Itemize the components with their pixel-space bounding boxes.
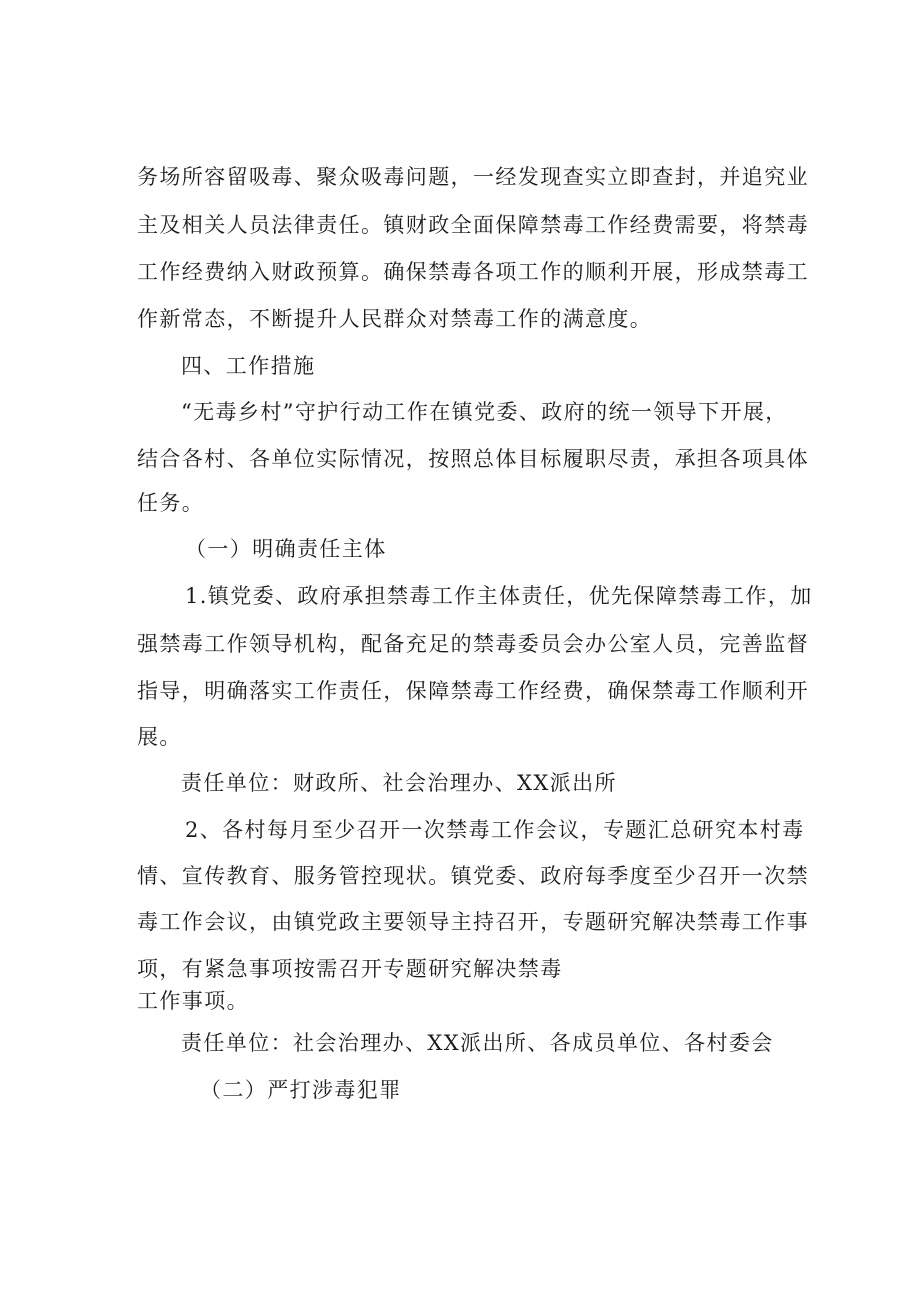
responsible-units: 责任单位：财政所、社会治理办、XX派出所 <box>181 771 617 795</box>
body-text-line: 工作经费纳入财政预算。确保禁毒各项工作的顺利开展，形成禁毒工 <box>137 260 809 284</box>
body-text-line: 情、宣传教育、服务管控现状。镇党委、政府每季度至少召开一次禁 <box>137 864 809 888</box>
body-text-line: 2、各村每月至少召开一次禁毒工作会议，专题汇总研究本村毒 <box>185 818 805 842</box>
body-text-line: 主及相关人员法律责任。镇财政全面保障禁毒工作经费需要，将禁毒 <box>137 213 809 237</box>
body-text-line: “无毒乡村”守护行动工作在镇党委、政府的统一领导下开展， <box>181 400 788 424</box>
body-text-line: 任务。 <box>137 491 205 515</box>
body-text-line: 项，有紧急事项按需召开专题研究解决禁毒 <box>137 957 563 981</box>
body-text-line: 务场所容留吸毒、聚众吸毒问题，一经发现查实立即查封，并追究业 <box>137 165 809 189</box>
body-text-line: 强禁毒工作领导机构，配备充足的禁毒委员会办公室人员，完善监督 <box>137 632 809 656</box>
section-heading: 四、工作措施 <box>181 354 316 378</box>
subsection-heading: （二）严打涉毒犯罪 <box>200 1078 402 1102</box>
body-text-line: 1.镇党委、政府承担禁毒工作主体责任，优先保障禁毒工作，加 <box>185 584 813 608</box>
body-text-line: 结合各村、各单位实际情况，按照总体目标履职尽责，承担各项具体 <box>137 447 809 471</box>
subsection-heading: （一）明确责任主体 <box>185 537 387 561</box>
body-text-line: 毒工作会议，由镇党政主要领导主持召开，专题研究解决禁毒工作事 <box>137 910 809 934</box>
responsible-units: 责任单位：社会治理办、XX派出所、各成员单位、各村委会 <box>181 1031 774 1055</box>
body-text-line: 指导，明确落实工作责任，保障禁毒工作经费，确保禁毒工作顺利开 <box>137 679 809 703</box>
body-text-line: 工作事项。 <box>137 989 249 1013</box>
body-text-line: 作新常态，不断提升人民群众对禁毒工作的满意度。 <box>137 307 653 331</box>
body-text-line: 展。 <box>137 725 182 749</box>
